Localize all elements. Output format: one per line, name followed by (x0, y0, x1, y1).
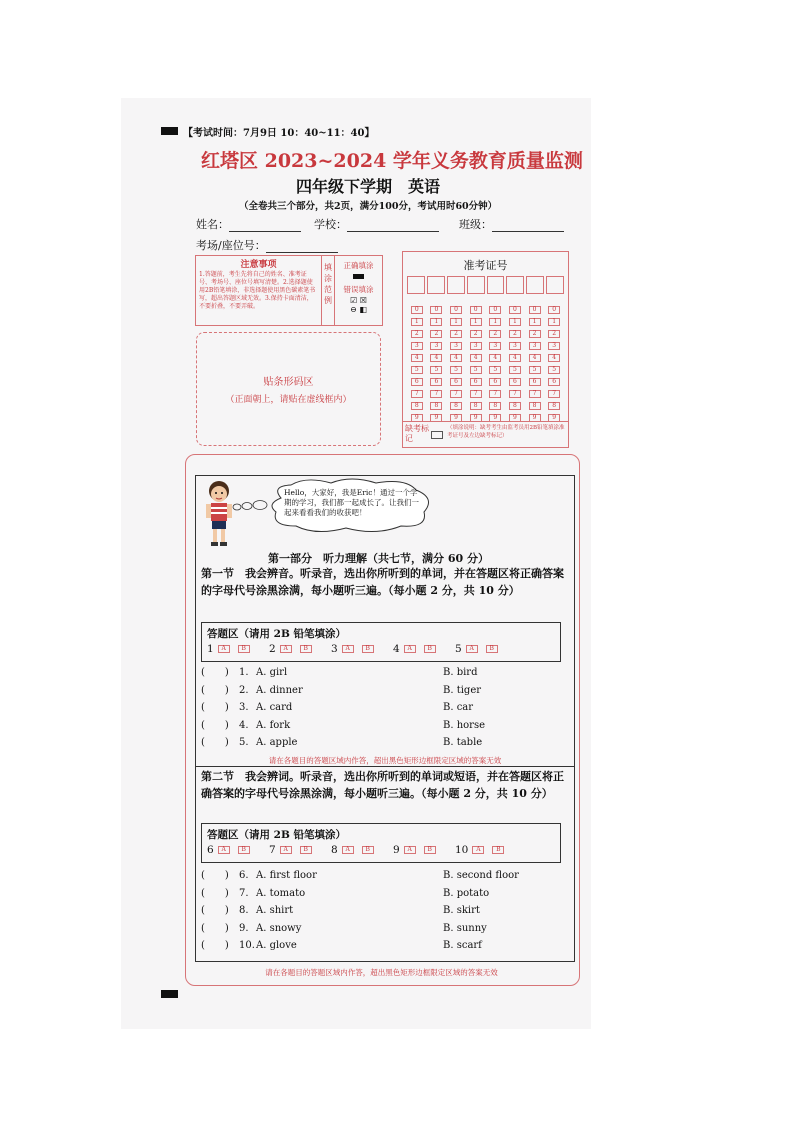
admission-digit-box[interactable] (487, 276, 505, 294)
admission-digit-bubble[interactable]: 3 (470, 342, 482, 350)
admission-digit-bubble[interactable]: 6 (470, 378, 482, 386)
admission-digit-bubble[interactable]: 0 (489, 306, 501, 314)
section1-answer-area (201, 622, 561, 662)
admission-digit-bubble[interactable]: 5 (489, 366, 501, 374)
section1-answer-group (455, 643, 517, 655)
admission-digit-bubble[interactable]: 3 (548, 342, 560, 350)
answer-number: 2 (269, 643, 276, 655)
section-divider (196, 766, 574, 767)
admission-digit-bubble[interactable]: 7 (470, 390, 482, 398)
notes-body: 1.答题前，考生先将自己的姓名、准考证号、考场号、座位号填写清楚。2.选择题使用2B铅笔填涂，非选择题使用黑色碳素笔书写，超出答题区域无效。3.保持卡面清洁，不要折叠，不要弄破。 (199, 271, 316, 310)
admission-digit-bubble[interactable]: 4 (450, 354, 462, 362)
question-row (201, 718, 571, 734)
question-number: 6. (239, 870, 249, 881)
speech-text: Hello，大家好，我是Eric！通过一个学期的学习，我们都一起成长了。让我们一起来看看我们的收获吧！ (284, 488, 419, 517)
option-a: A. tomato (256, 887, 306, 899)
admission-digit-bubble[interactable]: 5 (548, 366, 560, 374)
wrong-fill-label: 错误填涂 (343, 285, 374, 294)
admission-digit-bubble[interactable]: 7 (411, 390, 423, 398)
admission-digit-bubble[interactable]: 5 (529, 366, 541, 374)
answer-bubble-a[interactable]: A (280, 846, 292, 854)
answer-number: 3 (331, 643, 338, 655)
question-row (201, 683, 571, 699)
section2-answer-group (455, 844, 517, 856)
admission-digit-bubble[interactable]: 5 (470, 366, 482, 374)
boy-icon (202, 479, 236, 549)
question-answer-blank[interactable]: ( ) (201, 922, 229, 934)
question-row (201, 868, 571, 884)
option-b: B. car (443, 702, 474, 713)
absent-label: 缺考标记 (405, 424, 429, 443)
question-answer-blank[interactable]: ( ) (201, 887, 229, 899)
class-label: 班级： (459, 218, 492, 231)
section1-warning: 请在各题目的答题区域内作答，超出黑色矩形边框限定区域的答案无效 (268, 756, 502, 765)
barcode-note: （正面朝上，请贴在虚线框内） (225, 395, 352, 405)
admission-digit-box[interactable] (427, 276, 445, 294)
section1-answer-group (207, 643, 269, 655)
admission-digit-bubble[interactable]: 7 (548, 390, 560, 398)
admission-digit-bubble[interactable]: 9 (450, 414, 462, 422)
admission-digit-bubble[interactable]: 4 (430, 354, 442, 362)
question-answer-blank[interactable]: ( ) (201, 905, 229, 916)
question-number: 10. (239, 940, 255, 951)
correct-fill-label: 正确填涂 (343, 261, 374, 270)
answer-bubble-b[interactable]: B (362, 846, 374, 854)
answer-bubble-a[interactable]: A (404, 846, 416, 854)
admission-digit-bubble[interactable]: 3 (430, 342, 442, 350)
answer-bubble-a[interactable]: A (218, 846, 230, 854)
section-inner-frame (195, 475, 575, 962)
question-answer-blank[interactable]: ( ) (201, 870, 229, 881)
registration-mark-bottom (161, 990, 178, 998)
admission-digit-bubble[interactable]: 7 (489, 390, 501, 398)
admission-digit-bubble[interactable]: 3 (411, 342, 423, 350)
seat-field[interactable] (196, 237, 338, 253)
admission-digit-bubble[interactable]: 4 (548, 354, 560, 362)
answer-number: 10 (455, 844, 469, 856)
school-label: 学校： (314, 218, 347, 231)
answer-bubble-a[interactable]: A (404, 645, 416, 653)
admission-digit-bubble[interactable]: 6 (411, 378, 423, 386)
admission-digit-bubble[interactable]: 9 (411, 414, 423, 422)
section2-answer-group (207, 844, 269, 856)
school-field[interactable] (314, 216, 439, 232)
answer-number: 6 (207, 844, 214, 856)
admission-digit-bubble[interactable]: 6 (529, 378, 541, 386)
question-row (201, 665, 571, 681)
admission-digit-bubble[interactable]: 8 (548, 402, 560, 410)
registration-mark-top (161, 127, 178, 135)
admission-digit-bubble[interactable]: 8 (450, 402, 462, 410)
exam-time: 【考试时间：7月9日 10：40~11：40】 (183, 128, 375, 139)
wrong-fill-samples: ☑ ☒ ⊖ ◧ (350, 296, 367, 314)
admission-number-box (402, 251, 569, 448)
option-a: A. girl (256, 667, 288, 678)
correct-fill-sample (353, 274, 364, 279)
admission-digit-box[interactable] (506, 276, 524, 294)
option-a: A. shirt (256, 905, 294, 916)
question-answer-blank[interactable]: ( ) (201, 702, 229, 713)
admission-digit-bubble[interactable]: 3 (489, 342, 501, 350)
admission-digit-box[interactable] (467, 276, 485, 294)
answer-bubble-a[interactable]: A (280, 645, 292, 653)
absent-checkbox[interactable] (431, 431, 443, 439)
admission-digit-box[interactable] (447, 276, 465, 294)
admission-digit-bubble[interactable]: 1 (529, 318, 541, 326)
admission-digit-bubble[interactable]: 2 (548, 330, 560, 338)
answer-bubble-b[interactable]: B (238, 846, 250, 854)
question-row (201, 886, 571, 902)
admission-digit-bubble[interactable]: 8 (411, 402, 423, 410)
option-b: B. tiger (443, 684, 482, 696)
section2-answer-group (393, 844, 455, 856)
section2-answer-group (269, 844, 331, 856)
admission-digit-bubble[interactable]: 1 (548, 318, 560, 326)
answer-sheet-page (121, 98, 591, 1029)
section1-instructions: 第一节 我会辨音。听录音，选出你所听到的单词，并在答题区将正确答案的字母代号涂黑涂满，每小题听三遍。（每小题 2 分，共 10 分） (201, 567, 564, 597)
section1-question-list (201, 665, 571, 755)
admission-digit-bubble[interactable]: 0 (430, 306, 442, 314)
answer-bubble-a[interactable]: A (342, 846, 354, 854)
answer-bubble-a[interactable]: A (218, 645, 230, 653)
option-a: A. apple (256, 737, 298, 748)
absent-note: （填涂说明：缺考考生由监考员用2B铅笔填涂准考证号及左边缺考标记） (447, 425, 565, 439)
part1-title: 第一部分 听力理解（共七节，满分 60 分） (268, 552, 489, 565)
admission-digit-bubble[interactable]: 6 (450, 378, 462, 386)
section1-answer-group (331, 643, 393, 655)
admission-digit-bubble[interactable]: 6 (489, 378, 501, 386)
answer-number: 1 (207, 643, 214, 655)
answer-bubble-b[interactable]: B (300, 846, 312, 854)
admission-digit-bubble[interactable]: 5 (411, 366, 423, 374)
admission-digit-bubble[interactable]: 9 (529, 414, 541, 422)
admission-digit-bubble[interactable]: 1 (430, 318, 442, 326)
admission-digit-bubble[interactable]: 1 (489, 318, 501, 326)
answer-bubble-b[interactable]: B (238, 645, 250, 653)
question-row (201, 735, 571, 751)
section2-answer-title: 答题区（请用 2B 铅笔填涂） (207, 829, 346, 841)
exam-info: （全卷共三个部分，共2页，满分100分，考试用时60分钟） (239, 201, 498, 212)
admission-digit-bubble[interactable]: 2 (470, 330, 482, 338)
question-row (201, 903, 571, 919)
admission-digit-bubble[interactable]: 1 (509, 318, 521, 326)
admission-digit-bubble[interactable]: 8 (489, 402, 501, 410)
admission-digit-bubble[interactable]: 2 (529, 330, 541, 338)
notes-title: 注意事项 (240, 260, 277, 270)
admission-digit-box[interactable] (407, 276, 425, 294)
exam-subtitle: 四年级下学期 英语 (296, 177, 441, 196)
question-row (201, 921, 571, 937)
question-row (201, 938, 571, 954)
admission-digit-bubble[interactable]: 6 (430, 378, 442, 386)
section2-instructions: 第二节 我会辨词。听录音，选出你所听到的单词或短语，并在答题区将正确答案的字母代号涂黑涂满，每小题听三遍。（每小题 2 分，共 10 分） (201, 770, 564, 800)
admission-digit-bubble[interactable]: 9 (430, 414, 442, 422)
section2-answer-group (331, 844, 393, 856)
question-number: 2. (239, 684, 249, 696)
admission-digit-bubble[interactable]: 0 (470, 306, 482, 314)
admission-number-title: 准考证号 (463, 259, 508, 272)
question-number: 1. (239, 667, 249, 678)
question-answer-blank[interactable]: ( ) (201, 667, 229, 678)
admission-digit-bubble[interactable]: 9 (489, 414, 501, 422)
answer-bubble-b[interactable]: B (300, 645, 312, 653)
option-b: B. second floor (443, 870, 519, 881)
notes-box (195, 255, 322, 326)
exam-title: 红塔区 2023~2024 学年义务教育质量监测 (201, 150, 583, 172)
admission-digit-bubble[interactable]: 4 (470, 354, 482, 362)
barcode-area (196, 332, 381, 446)
admission-digit-bubble[interactable]: 8 (509, 402, 521, 410)
answer-number: 8 (331, 844, 338, 856)
answer-bubble-a[interactable]: A (472, 846, 484, 854)
admission-digit-bubble[interactable]: 9 (548, 414, 560, 422)
fill-example-side (321, 255, 335, 326)
option-a: A. first floor (256, 870, 317, 881)
admission-digit-bubble[interactable]: 7 (529, 390, 541, 398)
section2-bubble-row (207, 844, 557, 856)
answer-bubble-a[interactable]: A (342, 645, 354, 653)
question-number: 5. (239, 737, 249, 748)
seat-label: 考场/座位号： (196, 239, 266, 252)
name-label: 姓名： (196, 218, 229, 231)
answer-number: 7 (269, 844, 276, 856)
fill-example-side-label: 填涂范例 (324, 263, 332, 305)
admission-digit-bubble[interactable]: 1 (470, 318, 482, 326)
question-answer-blank[interactable]: ( ) (201, 684, 229, 696)
option-b: B. sunny (443, 922, 487, 934)
question-number: 9. (239, 922, 249, 934)
admission-digit-bubble[interactable]: 4 (529, 354, 541, 362)
bottom-warning: 请在各题目的答题区域内作答，超出黑色矩形边框限定区域的答案无效 (265, 968, 498, 977)
option-b: B. scarf (443, 940, 482, 951)
question-answer-blank[interactable]: ( ) (201, 940, 229, 951)
answer-bubble-a[interactable]: A (466, 645, 478, 653)
admission-digit-bubble[interactable]: 3 (529, 342, 541, 350)
admission-digit-bubble[interactable]: 4 (509, 354, 521, 362)
admission-number-bubble-grid (407, 303, 564, 423)
admission-digit-bubble[interactable]: 5 (450, 366, 462, 374)
question-answer-blank[interactable]: ( ) (201, 737, 229, 748)
barcode-title: 贴条形码区 (263, 377, 314, 388)
admission-digit-bubble[interactable]: 6 (509, 378, 521, 386)
admission-digit-bubble[interactable]: 6 (548, 378, 560, 386)
option-a: A. snowy (256, 922, 302, 934)
option-a: A. glove (256, 940, 297, 951)
class-field[interactable] (459, 216, 564, 232)
admission-digit-bubble[interactable]: 5 (430, 366, 442, 374)
question-number: 7. (239, 887, 249, 899)
option-a: A. dinner (256, 684, 303, 696)
admission-digit-bubble[interactable]: 1 (450, 318, 462, 326)
question-number: 8. (239, 905, 249, 916)
option-b: B. horse (443, 719, 485, 731)
section1-answer-title: 答题区（请用 2B 铅笔填涂） (207, 628, 346, 640)
section2-question-list (201, 868, 571, 958)
question-number: 4. (239, 719, 249, 731)
answer-bubble-b[interactable]: B (492, 846, 504, 854)
admission-digit-bubble[interactable]: 0 (529, 306, 541, 314)
admission-digit-bubble[interactable]: 2 (450, 330, 462, 338)
answer-number: 9 (393, 844, 400, 856)
answer-number: 4 (393, 643, 400, 655)
admission-digit-bubble[interactable]: 9 (470, 414, 482, 422)
admission-digit-bubble[interactable]: 0 (509, 306, 521, 314)
admission-digit-bubble[interactable]: 7 (509, 390, 521, 398)
option-b: B. skirt (443, 905, 480, 916)
admission-digit-bubble[interactable]: 9 (509, 414, 521, 422)
answer-bubble-b[interactable]: B (424, 846, 436, 854)
fill-example-box (334, 255, 383, 326)
answer-bubble-b[interactable]: B (424, 645, 436, 653)
option-b: B. table (443, 737, 483, 748)
admission-digit-bubble[interactable]: 4 (489, 354, 501, 362)
admission-digit-bubble[interactable]: 0 (548, 306, 560, 314)
answer-bubble-b[interactable]: B (362, 645, 374, 653)
admission-digit-bubble[interactable]: 1 (411, 318, 423, 326)
name-field[interactable] (196, 216, 301, 232)
section1-answer-group (269, 643, 331, 655)
admission-digit-bubble[interactable]: 3 (509, 342, 521, 350)
admission-digit-bubble[interactable]: 0 (450, 306, 462, 314)
option-b: B. potato (443, 887, 490, 899)
admission-digit-bubble[interactable]: 7 (430, 390, 442, 398)
question-row (201, 700, 571, 716)
admission-digit-bubble[interactable]: 0 (411, 306, 423, 314)
section1-bubble-row (207, 643, 557, 655)
admission-digit-bubble[interactable]: 5 (509, 366, 521, 374)
question-answer-blank[interactable]: ( ) (201, 719, 229, 731)
answer-bubble-b[interactable]: B (486, 645, 498, 653)
admission-digit-bubble[interactable]: 2 (489, 330, 501, 338)
admission-digit-bubble[interactable]: 3 (450, 342, 462, 350)
admission-digit-box[interactable] (546, 276, 564, 294)
answer-number: 5 (455, 643, 462, 655)
option-a: A. fork (256, 719, 291, 731)
section1-answer-group (393, 643, 455, 655)
admission-digit-bubble[interactable]: 2 (509, 330, 521, 338)
option-b: B. bird (443, 667, 478, 678)
admission-number-write-boxes (407, 276, 564, 294)
admission-digit-bubble[interactable]: 2 (430, 330, 442, 338)
admission-digit-bubble[interactable]: 4 (411, 354, 423, 362)
admission-digit-bubble[interactable]: 2 (411, 330, 423, 338)
admission-digit-box[interactable] (526, 276, 544, 294)
admission-digit-bubble[interactable]: 8 (430, 402, 442, 410)
admission-digit-bubble[interactable]: 8 (529, 402, 541, 410)
admission-digit-bubble[interactable]: 8 (470, 402, 482, 410)
question-number: 3. (239, 702, 249, 713)
section2-answer-area (201, 823, 561, 863)
admission-digit-bubble[interactable]: 7 (450, 390, 462, 398)
option-a: A. card (256, 702, 293, 713)
